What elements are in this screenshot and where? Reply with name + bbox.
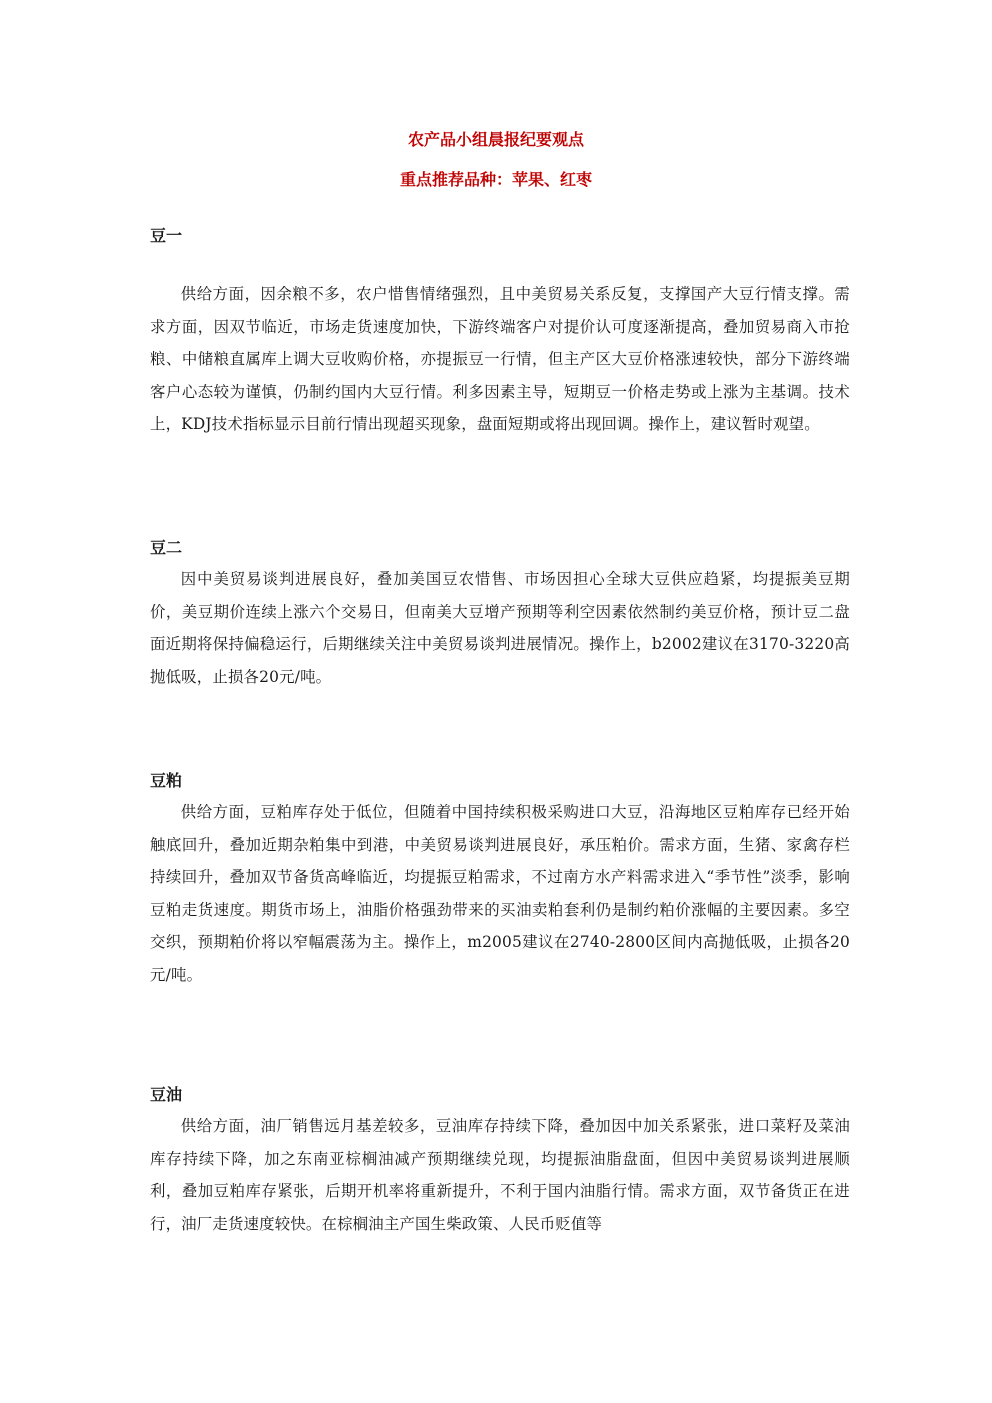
section-heading: 豆一 (150, 226, 183, 245)
section-dou-po (150, 770, 850, 992)
document-title: 农产品小组晨报纪要观点 (407, 130, 584, 149)
section-paragraph: 供给方面，因余粮不多，农户惜售情绪强烈，且中美贸易关系反复，支撑国产大豆行情支撑。需求方面，因双节临近，市场走货速度加快，下游终端客户对提价认可度逐渐提高，叠加贸易商入市抢粮、中储粮直属库上调大豆收购价格，亦提振豆一行情，但主产区大豆价格涨速较快，部分下游终端客户心态较为谨慎，仍制约国内大豆行情。利多因素主导，短期豆一价格走势或上涨为主基调。技术上，KDJ技术指标显示目前行情出现超买现象，盘面短期或将出现回调。操作上，建议暂时观望。 (150, 285, 850, 434)
document-subtitle: 重点推荐品种：苹果、红枣 (399, 170, 592, 189)
section-dou-you (150, 1084, 850, 1240)
section-heading: 豆二 (150, 538, 183, 557)
section-paragraph: 因中美贸易谈判进展良好，叠加美国豆农惜售、市场因担心全球大豆供应趋紧，均提振美豆期价，美豆期价连续上涨六个交易日，但南美大豆增产预期等利空因素依然制约美豆价格，预计豆二盘面近期将保持偏稳运行，后期继续关注中美贸易谈判进展情况。操作上，b2002建议在3170-3220高抛低吸，止损各20元/吨。 (150, 570, 850, 686)
section-paragraph: 供给方面，豆粕库存处于低位，但随着中国持续积极采购进口大豆，沿海地区豆粕库存已经开始触底回升，叠加近期杂粕集中到港，中美贸易谈判进展良好，承压粕价。需求方面，生猪、家禽存栏持续回升，叠加双节备货高峰临近，均提振豆粕需求，不过南方水产料需求进入“季节性”淡季，影响豆粕走货速度。期货市场上，油脂价格强劲带来的买油卖粕套利仍是制约粕价涨幅的主要因素。多空交织，预期粕价将以窄幅震荡为主。操作上，m2005建议在2740-2800区间内高抛低吸，止损各20元/吨。 (150, 803, 850, 984)
section-dou-er (150, 537, 850, 693)
section-paragraph: 供给方面，油厂销售远月基差较多，豆油库存持续下降，叠加因中加关系紧张，进口菜籽及菜油库存持续下降，加之东南亚棕榈油减产预期继续兑现，均提振油脂盘面，但因中美贸易谈判进展顺利，叠加豆粕库存紧张，后期开机率将重新提升，不利于国内油脂行情。需求方面，双节备货正在进行，油厂走货速度较快。在棕榈油主产国生柴政策、人民币贬值等 (150, 1117, 850, 1233)
section-heading: 豆粕 (150, 771, 183, 790)
section-heading: 豆油 (150, 1085, 183, 1104)
section-dou-yi (150, 225, 850, 441)
